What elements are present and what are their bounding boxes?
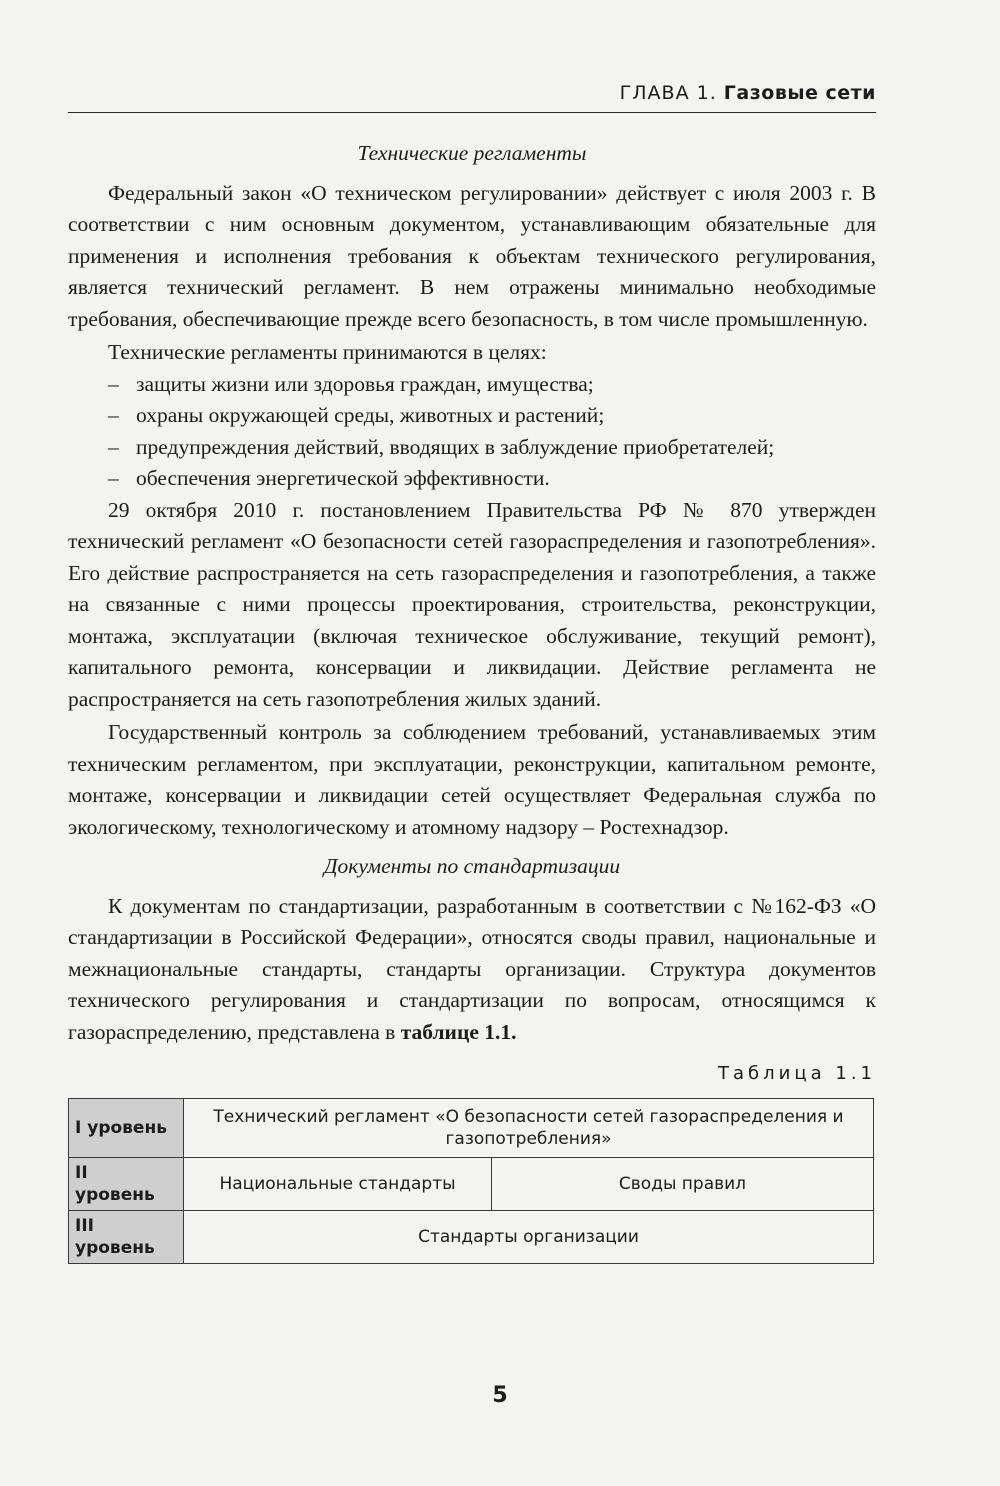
list-item: – предупреждения действий, вводящих в заблуждение приобретателей;: [68, 432, 876, 464]
level-label: I уровень: [69, 1098, 184, 1157]
table-reference: таблице 1.1.: [400, 1019, 517, 1044]
level-label: III уровень: [69, 1210, 184, 1263]
table-cell: Своды правил: [492, 1157, 874, 1210]
chapter-title: Газовые сети: [723, 82, 876, 104]
goals-list: [68, 369, 876, 495]
paragraph-regulation-870: 29 октября 2010 г. постановлением Правительства РФ № 870 утвержден технический регламент «О безопасности сетей газораспределения и газопотребления». Его действие распространяется на сеть газораспределения и газопотребления, а также на связанные с ними процессы проектирования, строительства, реконструкции, монтажа, эксплуатации (включая техническое обслуживание, текущий ремонт), капитального ремонта, консервации и ликвидации. Действие регламента не распространяется на сеть газопотребления жилых зданий.: [68, 497, 876, 711]
level-label: II уровень: [69, 1157, 184, 1210]
list-item: – защиты жизни или здоровья граждан, имущества;: [68, 369, 876, 401]
levels-table: [68, 1098, 874, 1264]
list-item: – обеспечения энергетической эффективности.: [68, 463, 876, 495]
table-cell: Стандарты организации: [184, 1210, 874, 1263]
section-title-regulations: Технические регламенты: [357, 141, 587, 165]
paragraph-goals-intro: Технические регламенты принимаются в целях:: [108, 340, 547, 364]
table-row: [69, 1210, 874, 1263]
table-cell: Технический регламент «О безопасности сетей газораспределения и газопотребления»: [184, 1098, 874, 1157]
table-row: [69, 1157, 874, 1210]
paragraph-standards: [68, 891, 876, 1049]
paragraph-federal-law: Федеральный закон «О техническом регулировании» действует с июля 2003 г. В соответствии с ним основным документом, устанавливающим обязательные для применения и исполнения требования к объектам технического регулирования, является технический регламент. В нем отражены минимально необходимые требования, обеспечивающие прежде всего безопасность, в том числе промышленную.: [68, 180, 876, 331]
paragraph-state-control: Государственный контроль за соблюдением требований, устанавливаемых этим техническим регламентом, при эксплуатации, реконструкции, капитальном ремонте, монтаже, консервации и ликвидации сетей осуществляет Федеральная служба по экологическому, технологическому и атомному надзору – Ростехнадзор.: [68, 720, 876, 839]
paragraph-standards-text: К документам по стандартизации, разработанным в соответствии с №162-ФЗ «О стандартизации в Российской Федерации», относятся своды правил, национальные и межнациональные стандарты, стандарты организации. Структура документов технического регулирования и стандартизации по вопросам, относящимся к газораспределению, представлена в: [68, 893, 876, 1044]
list-item: – охраны окружающей среды, животных и растений;: [68, 400, 876, 432]
page-number: 5: [492, 1383, 508, 1408]
chapter-label: ГЛАВА 1.: [619, 82, 717, 104]
running-header: [68, 82, 876, 113]
page-content: [68, 138, 876, 1264]
table-cell: Национальные стандарты: [184, 1157, 492, 1210]
section-title-standards: Документы по стандартизации: [323, 854, 621, 878]
table-row: [69, 1098, 874, 1157]
table-caption: Таблица 1.1: [718, 1063, 876, 1084]
